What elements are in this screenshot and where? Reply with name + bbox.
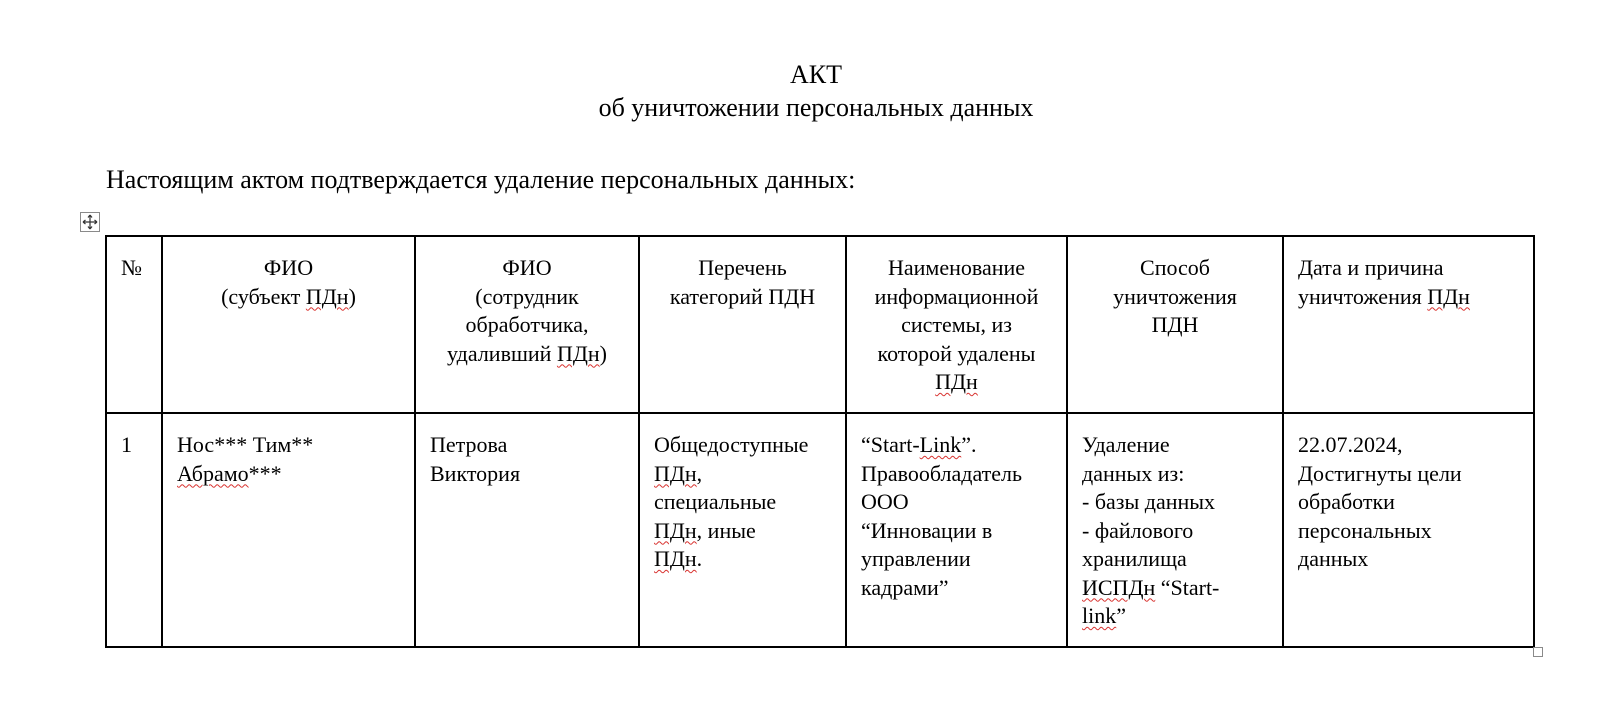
categories-line2	[654, 460, 831, 489]
header-system-line3: системы, из	[901, 312, 1012, 337]
system-line5: управлении	[861, 546, 971, 571]
header-employee-line3: обработчика,	[465, 312, 589, 337]
header-method-line2: уничтожения	[1113, 283, 1237, 309]
header-destruction-method	[1067, 236, 1283, 413]
system-line6: кадрами”	[861, 574, 949, 600]
header-number	[106, 236, 162, 413]
categories-line1: Общедоступные	[654, 432, 809, 457]
header-system-line4: которой удалены	[877, 340, 1036, 366]
header-employee-close: )	[599, 340, 607, 366]
header-system-line5	[861, 368, 1052, 397]
header-categories-line1: Перечень	[698, 255, 787, 280]
subject-mask: ***	[248, 460, 282, 486]
categories-line3: специальные	[654, 489, 777, 514]
header-subject-name	[162, 236, 415, 413]
header-system-line1: Наименование	[887, 255, 1026, 280]
categories-line5	[654, 545, 831, 574]
cell-subject-name[interactable]	[162, 413, 415, 647]
date-line3: обработки	[1298, 489, 1395, 514]
system-quote-open: “Start-	[861, 432, 920, 457]
system-quote-close: ”.	[961, 432, 977, 457]
method-line6	[1082, 574, 1268, 603]
header-number-text: №	[121, 255, 142, 280]
spellcheck-word[interactable]: ПДн	[654, 517, 697, 543]
spellcheck-word[interactable]: ИСПДн	[1082, 574, 1156, 600]
header-date-line1: Дата и причина	[1298, 255, 1444, 280]
cell-number-text: 1	[121, 432, 132, 457]
header-subject-line2	[177, 283, 400, 312]
spellcheck-word[interactable]: ПДн	[654, 460, 697, 486]
subject-line2	[177, 460, 400, 489]
title-akt: АКТ	[790, 60, 842, 89]
system-line3: ООО	[861, 489, 909, 514]
method-line7	[1082, 602, 1268, 631]
cell-number[interactable]	[106, 413, 162, 647]
method-line1: Удаление	[1082, 432, 1170, 457]
spellcheck-word[interactable]: Link	[919, 432, 962, 457]
cell-employee-name[interactable]	[415, 413, 639, 647]
spellcheck-word[interactable]: Абрамо	[177, 460, 249, 486]
method-line3: - базы данных	[1082, 489, 1216, 514]
table-row	[106, 413, 1534, 647]
intro-paragraph: Настоящим актом подтверждается удаление персональных данных:	[106, 165, 856, 194]
cell-information-system[interactable]	[846, 413, 1067, 647]
move-arrows-icon[interactable]	[80, 212, 100, 232]
header-information-system	[846, 236, 1067, 413]
system-line1	[861, 431, 1052, 460]
title-subtitle: об уничтожении персональных данных	[598, 93, 1034, 122]
header-subject-text: (субъект	[221, 283, 306, 309]
method-system-name: “Start-	[1155, 574, 1220, 600]
header-subject-line1: ФИО	[263, 255, 314, 280]
spellcheck-word[interactable]: ПДн	[1427, 283, 1470, 309]
header-system-line2: информационной	[874, 283, 1039, 309]
header-date-text: уничтожения	[1298, 283, 1428, 309]
date-line5: данных	[1298, 546, 1369, 571]
employee-line2: Виктория	[430, 460, 521, 486]
subject-line1: Нос*** Тим**	[177, 432, 314, 457]
categories-comma: ,	[696, 460, 703, 486]
spellcheck-word[interactable]: ПДн	[305, 283, 349, 309]
header-date-line2	[1298, 283, 1519, 312]
spellcheck-word[interactable]: link	[1082, 603, 1117, 628]
date-line2: Достигнуты цели	[1298, 460, 1462, 486]
move-arrows-icon-glyph	[82, 214, 98, 230]
method-line5: хранилища	[1082, 546, 1187, 571]
header-categories	[639, 236, 846, 413]
header-employee-line4	[430, 340, 624, 369]
header-subject-close: )	[348, 283, 356, 309]
spellcheck-word[interactable]: ПДн	[556, 340, 600, 366]
cell-destruction-method[interactable]	[1067, 413, 1283, 647]
categories-line4	[654, 517, 831, 546]
header-employee-text: удаливший	[447, 340, 557, 366]
header-method-line1: Способ	[1140, 255, 1210, 280]
header-employee-line1: ФИО	[502, 255, 552, 280]
method-line2: данных из:	[1082, 460, 1185, 486]
header-employee-name	[415, 236, 639, 413]
date-line4: персональных	[1298, 517, 1432, 543]
header-method-line3: ПДН	[1151, 312, 1199, 337]
method-quote-close: ”	[1116, 603, 1126, 628]
spellcheck-word[interactable]: ПДн	[654, 546, 697, 571]
destruction-table	[105, 235, 1535, 648]
header-date-reason	[1283, 236, 1534, 413]
resize-square-icon[interactable]	[1533, 647, 1543, 657]
method-line4: - файлового	[1082, 517, 1194, 543]
spellcheck-word[interactable]: ПДн	[935, 369, 978, 394]
cell-categories[interactable]	[639, 413, 846, 647]
employee-line1: Петрова	[430, 432, 508, 457]
header-employee-line2: (сотрудник	[475, 283, 579, 309]
categories-period: .	[696, 546, 703, 571]
date-line1: 22.07.2024,	[1298, 432, 1403, 457]
system-line2: Правообладатель	[861, 460, 1023, 486]
cell-date-reason[interactable]	[1283, 413, 1534, 647]
table-header-row	[106, 236, 1534, 413]
categories-other: , иные	[696, 517, 756, 543]
system-line4: “Инновации в	[861, 517, 993, 543]
document-title	[0, 58, 1600, 124]
header-categories-line2: категорий ПДН	[669, 283, 816, 309]
